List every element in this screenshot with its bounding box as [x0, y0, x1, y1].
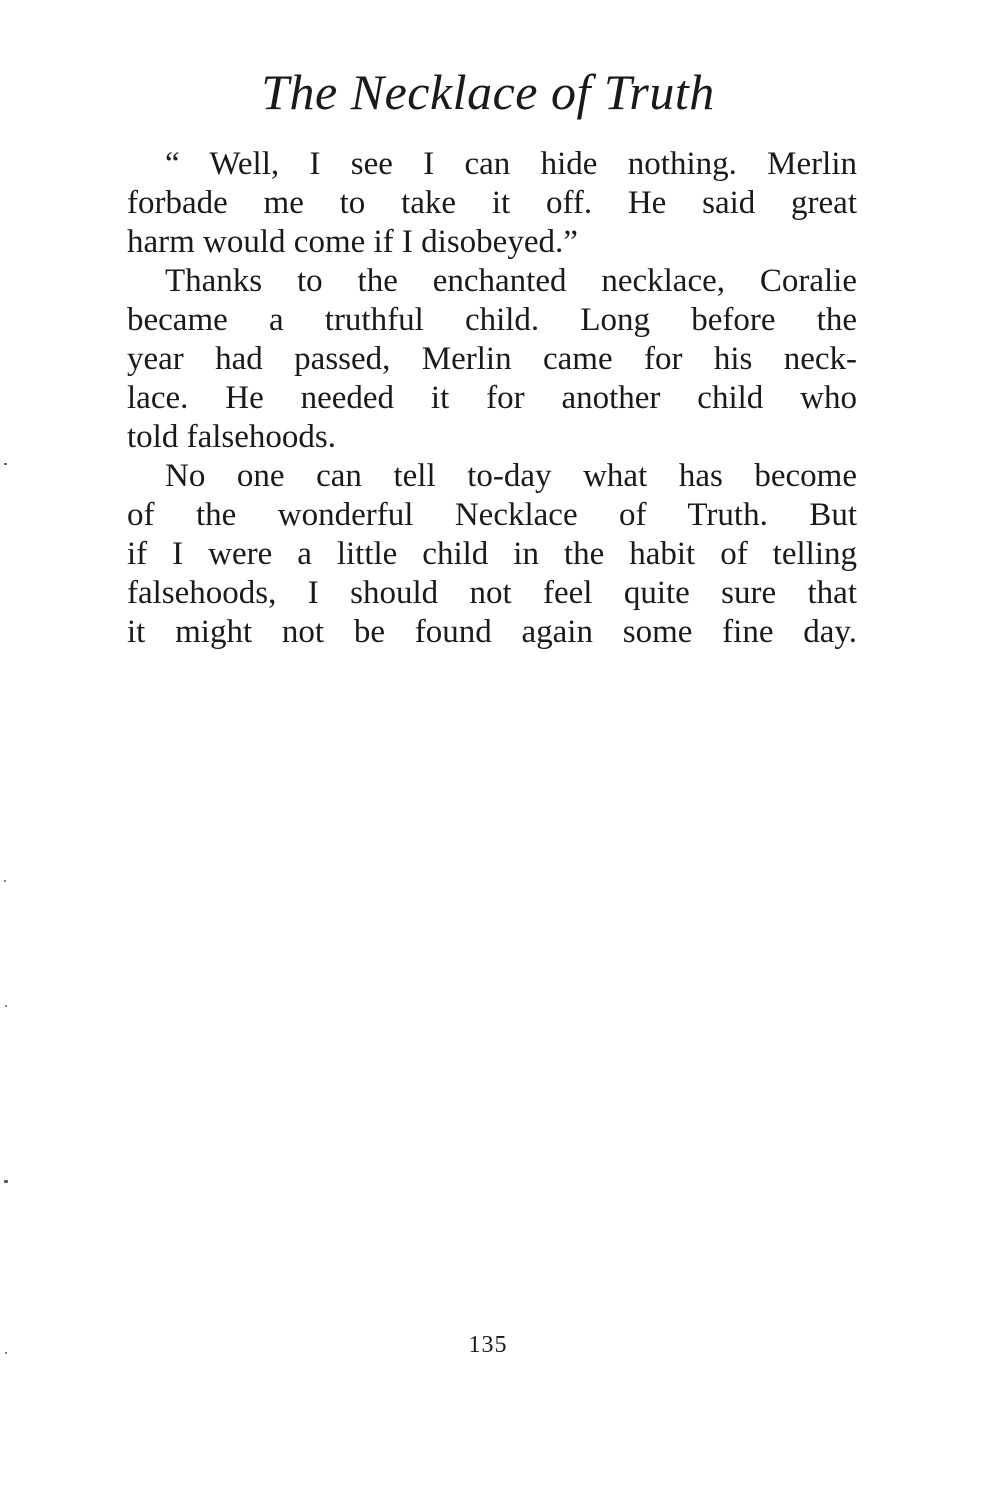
text-line: of the wonderful Necklace of Truth. But [127, 497, 857, 533]
text-line: falsehoods, I should not feel quite sure that [127, 575, 857, 611]
text-line: told falsehoods. [127, 419, 336, 455]
text-line: if I were a little child in the habit of telling [127, 536, 857, 572]
text-line: year had passed, Merlin came for his neck- [127, 341, 857, 377]
text-line: forbade me to take it off. He said great [127, 185, 857, 221]
scan-speck [4, 463, 7, 465]
text-line: lace. He needed it for another child who [127, 380, 857, 416]
text-line: became a truthful child. Long before the [127, 302, 857, 338]
text-line: harm would come if I disobeyed.” [127, 224, 578, 260]
page-number: 135 [468, 1332, 508, 1358]
running-head: The Necklace of Truth [261, 64, 715, 120]
body-text [127, 145, 857, 652]
text-line: Thanks to the enchanted necklace, Coralie [165, 263, 857, 299]
text-line: it might not be found again some fine day. [127, 614, 857, 650]
scan-speck [5, 1005, 7, 1007]
scan-speck [4, 880, 6, 882]
scan-speck [5, 1352, 7, 1354]
scan-speck [4, 1180, 8, 1183]
text-line: No one can tell to-day what has become [165, 458, 857, 494]
text-line: “ Well, I see I can hide nothing. Merlin [165, 146, 857, 182]
